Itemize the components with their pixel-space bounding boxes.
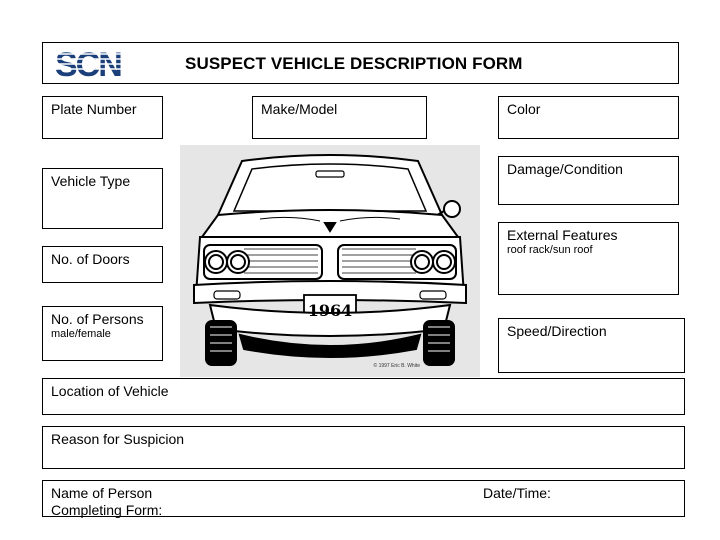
no-of-doors-field[interactable] <box>42 246 163 283</box>
location-of-vehicle-field[interactable] <box>42 378 685 415</box>
make-model-field[interactable] <box>252 96 427 139</box>
color-label: Color <box>507 101 541 117</box>
illustration-credit: © 1997 Eric B. White <box>373 363 420 369</box>
no-of-doors-label: No. of Doors <box>51 251 130 267</box>
speed-direction-label: Speed/Direction <box>507 323 607 339</box>
no-of-persons-field[interactable] <box>42 306 163 361</box>
scn-logo <box>55 46 147 80</box>
vehicle-illustration <box>180 145 480 377</box>
form-header <box>42 42 679 84</box>
speed-direction-field[interactable] <box>498 318 685 373</box>
name-of-person-label <box>51 485 162 519</box>
date-time-label: Date/Time: <box>483 485 551 501</box>
svg-text:SCN: SCN <box>55 46 121 80</box>
vehicle-type-label: Vehicle Type <box>51 173 131 189</box>
external-features-label: External Features <box>507 227 618 243</box>
plate-number-label: Plate Number <box>51 101 137 117</box>
vehicle-type-field[interactable] <box>42 168 163 229</box>
damage-condition-label: Damage/Condition <box>507 161 623 177</box>
plate-number-field[interactable] <box>42 96 163 139</box>
damage-condition-field[interactable] <box>498 156 679 205</box>
make-model-label: Make/Model <box>261 101 338 117</box>
license-plate-text: 1964 <box>307 301 353 320</box>
location-of-vehicle-label: Location of Vehicle <box>51 383 169 399</box>
color-field[interactable] <box>498 96 679 139</box>
no-of-persons-hint: male/female <box>51 328 111 340</box>
external-features-field[interactable] <box>498 222 679 295</box>
no-of-persons-label: No. of Persons <box>51 311 144 327</box>
form-title: SUSPECT VEHICLE DESCRIPTION FORM <box>185 54 523 73</box>
completed-by-field[interactable] <box>42 480 685 517</box>
name-of-person-line2: Completing Form: <box>51 502 163 518</box>
name-of-person-line1: Name of Person <box>51 485 153 501</box>
car-front-drawing <box>180 145 480 377</box>
external-features-hint: roof rack/sun roof <box>507 244 593 256</box>
reason-for-suspicion-label: Reason for Suspicion <box>51 431 185 447</box>
reason-for-suspicion-field[interactable] <box>42 426 685 469</box>
